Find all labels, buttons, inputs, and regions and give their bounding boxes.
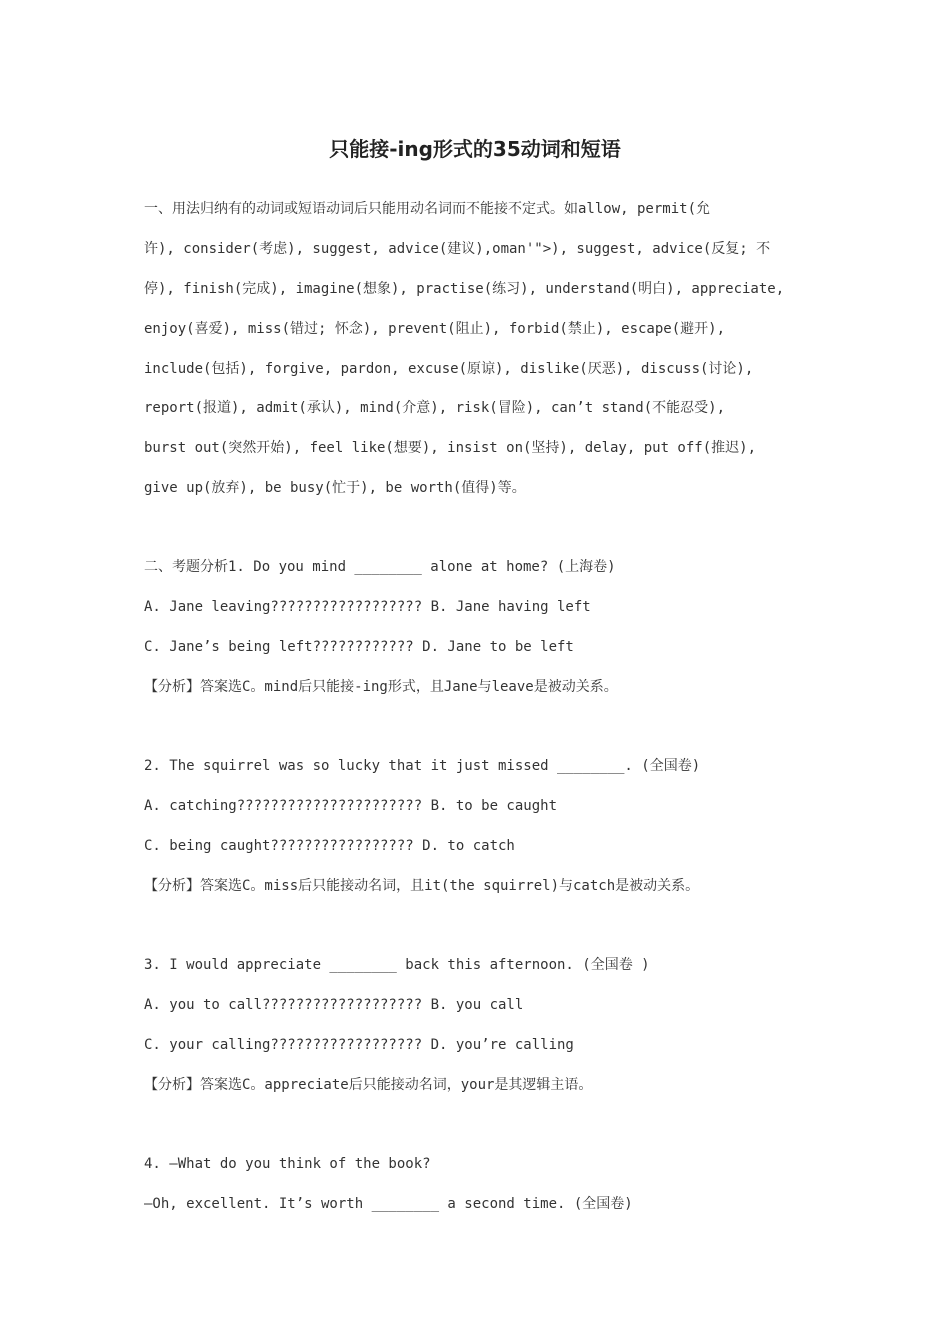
question-1-options-ab: A. Jane leaving?????????????????? B. Jane having left (144, 599, 591, 615)
question-2-options-ab: A. catching?????????????????????? B. to be caught (144, 798, 558, 814)
document-title: 只能接-ing形式的35动词和短语 (329, 137, 621, 161)
question-2-options-cd: C. being caught????????????????? D. to catch (144, 838, 515, 854)
section1-line-4: enjoy(喜爱), miss(错过; 怀念), prevent(阻止), forbid(禁止), escape(避开), (144, 321, 726, 337)
section1-line-2: 许), consider(考虑), suggest, advice(建议),oman'">), suggest, advice(反复; 不 (144, 241, 771, 257)
question-4-stem: 4. —What do you think of the book? (144, 1156, 431, 1172)
question-3-options-cd: C. your calling?????????????????? D. you’re calling (144, 1037, 574, 1053)
question-4-dialog: —Oh, excellent. It’s worth ________ a second time. (全国卷) (144, 1196, 633, 1212)
question-1-options-cd: C. Jane’s being left???????????? D. Jane to be left (144, 639, 574, 655)
question-3-options-ab: A. you to call??????????????????? B. you call (144, 997, 524, 1013)
section1-line-7: burst out(突然开始), feel like(想要), insist on(坚持), delay, put off(推迟), (144, 440, 757, 456)
section1-line-8: give up(放弃), be busy(忙于), be worth(值得)等。 (144, 480, 526, 496)
section1-line-6: report(报道), admit(承认), mind(介意), risk(冒险), can’t stand(不能忍受), (144, 400, 726, 416)
question-2-analysis: 【分析】答案选C。miss后只能接动名词，且it(the squirrel)与catch是被动关系。 (144, 878, 700, 894)
question-2-stem: 2. The squirrel was so lucky that it just missed ________. (全国卷) (144, 758, 701, 774)
question-1-analysis: 【分析】答案选C。mind后只能接-ing形式，且Jane与leave是被动关系。 (144, 679, 618, 695)
section1-line-1: 一、用法归纳有的动词或短语动词后只能用动名词而不能接不定式。如allow, permit(允 (144, 201, 710, 217)
question-3-stem: 3. I would appreciate ________ back this afternoon. (全国卷 ) (144, 957, 650, 973)
question-1-stem: 二、考题分析1. Do you mind ________ alone at home? (上海卷) (144, 559, 616, 575)
section1-line-3: 停), finish(完成), imagine(想象), practise(练习), understand(明白), appreciate, (144, 281, 785, 297)
section1-line-5: include(包括), forgive, pardon, excuse(原谅), dislike(厌恶), discuss(讨论), (144, 361, 754, 377)
question-3-analysis: 【分析】答案选C。appreciate后只能接动名词，your是其逻辑主语。 (144, 1077, 593, 1093)
